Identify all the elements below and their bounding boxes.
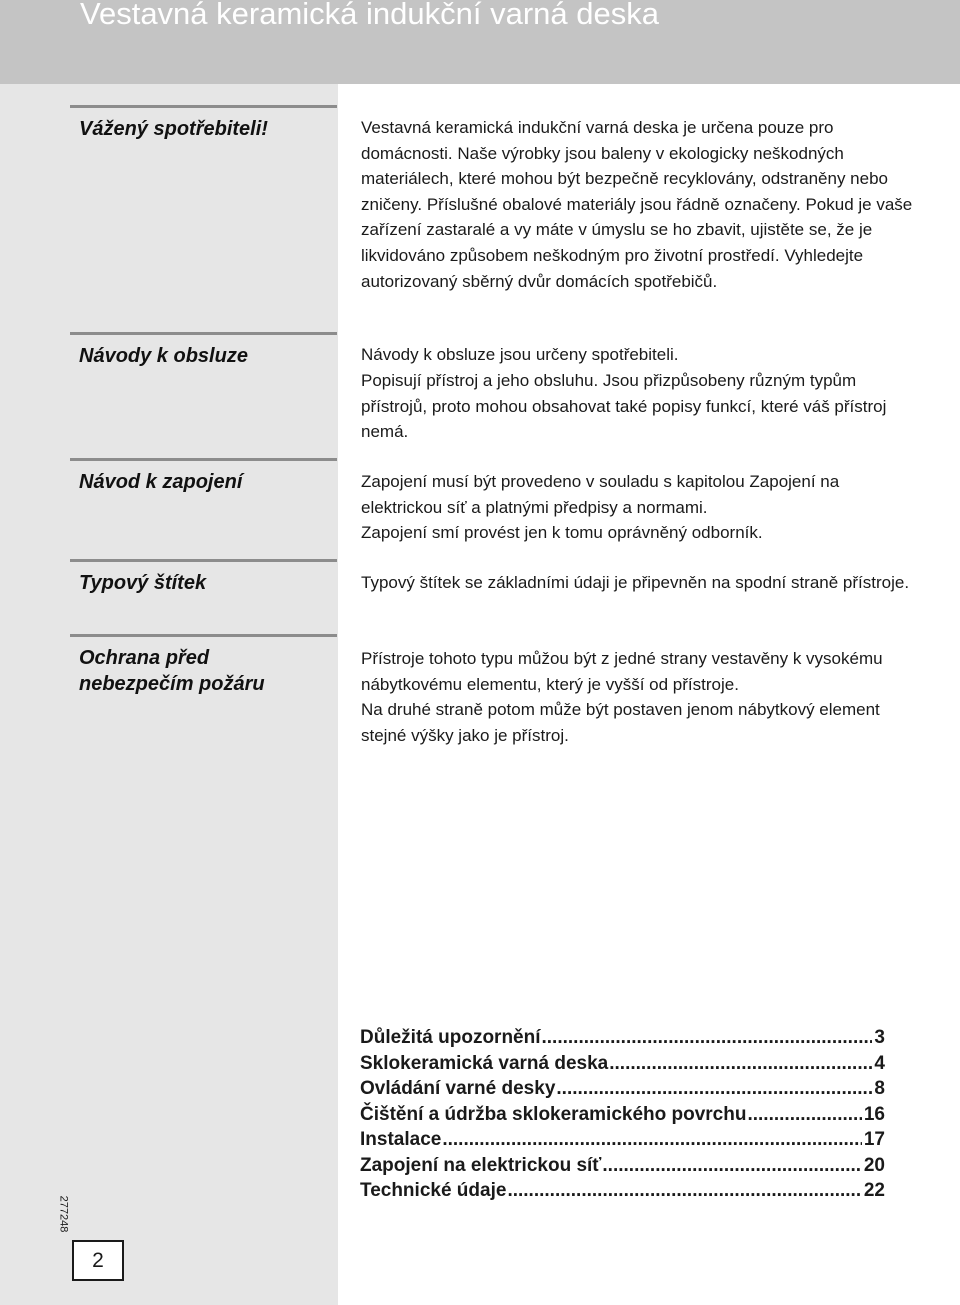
toc-page: 3 [874,1027,885,1048]
section-text: Popisují přístroj a jeho obsluhu. Jsou přizpůsobeny různým typům přístrojů, proto mohou obsahovat také popisy funkcí, které váš přístroj nemá. [361,371,887,442]
document-code: 277248 [57,1195,70,1233]
toc-title: Technické údaje [360,1180,507,1201]
section-connection-guide [70,458,337,557]
section-label: Návod k zapojení [79,471,243,493]
toc-entry[interactable] [360,1051,885,1077]
section-text: Vestavná keramická indukční varná deska je určena pouze pro domácnosti. Naše výrobky jsou baleny v ekologicky neškodných materiálech, které mohou být bezpečně recyklovány, odstraněny nebo zničeny. Příslušné obalové materiály jsou řádně označeny. Pokud je vaše zařízení zastaralé a vy máte v úmyslu se ho zbavit, ujistěte se, že je likvidováno způsobem neškodným pro životní prostředí. Vyhledejte autorizovaný sběrný dvůr domácích spotřebičů. [361,118,913,291]
toc-page: 4 [874,1052,885,1074]
toc-page: 20 [863,1154,885,1176]
toc-page: 22 [863,1180,885,1201]
toc-page: 17 [863,1129,885,1150]
section-text: Na druhé straně potom může být postaven jenom nábytkový element stejné výšky jako je přístroj. [361,700,880,745]
section-label: Vážený spotřebiteli! [79,118,268,140]
toc-entry[interactable] [360,1025,885,1051]
table-of-contents [360,1025,885,1204]
toc-page: 8 [874,1078,885,1099]
section-label: Návody k obsluze [79,345,248,367]
section-text: Zapojení musí být provedeno v souladu s kapitolou Zapojení na elektrickou síť a platnými předpisy a normami. [361,472,840,517]
toc-leader [556,1076,872,1102]
section-dear-customer [70,105,337,328]
section-text: Typový štítek se základními údaji je připevněn na spodní straně přístroje. [361,573,910,592]
section-text: Přístroje tohoto typu můžou být z jedné strany vestavěny k vysokému nábytkovému elementu, který je vyšší od přístroje. [361,649,883,694]
section-user-manual [70,332,337,455]
section-label: Ochrana před nebezpečím požáru [79,647,265,695]
toc-leader [542,1025,873,1051]
toc-leader [442,1127,862,1153]
toc-leader [507,1178,861,1204]
toc-leader [602,1153,861,1179]
toc-title: Ovládání varné desky [360,1078,556,1099]
page-title: Vestavná keramická indukční varná deska [80,0,659,31]
section-text: Zapojení smí provést jen k tomu oprávněný odborník. [361,523,763,542]
toc-title: Instalace [360,1129,442,1150]
page-number: 2 [72,1240,124,1281]
section-text: Návody k obsluze jsou určeny spotřebiteli. [361,345,679,364]
toc-entry[interactable] [360,1178,885,1204]
toc-title: Důležitá upozornění [360,1027,541,1048]
page-header [0,0,960,84]
section-rating-plate [70,559,337,632]
toc-leader [747,1102,861,1128]
toc-entry[interactable] [360,1127,885,1153]
toc-entry[interactable] [360,1153,885,1179]
toc-title: Čištění a údržba sklokeramického povrchu [360,1103,747,1125]
toc-entry[interactable] [360,1076,885,1102]
toc-leader [609,1051,872,1077]
section-label: Typový štítek [79,572,207,594]
toc-title: Sklokeramická varná deska [360,1052,609,1074]
toc-page: 16 [863,1103,885,1125]
toc-entry[interactable] [360,1102,885,1128]
toc-title: Zapojení na elektrickou síť [360,1154,602,1176]
section-fire-protection [70,634,337,747]
